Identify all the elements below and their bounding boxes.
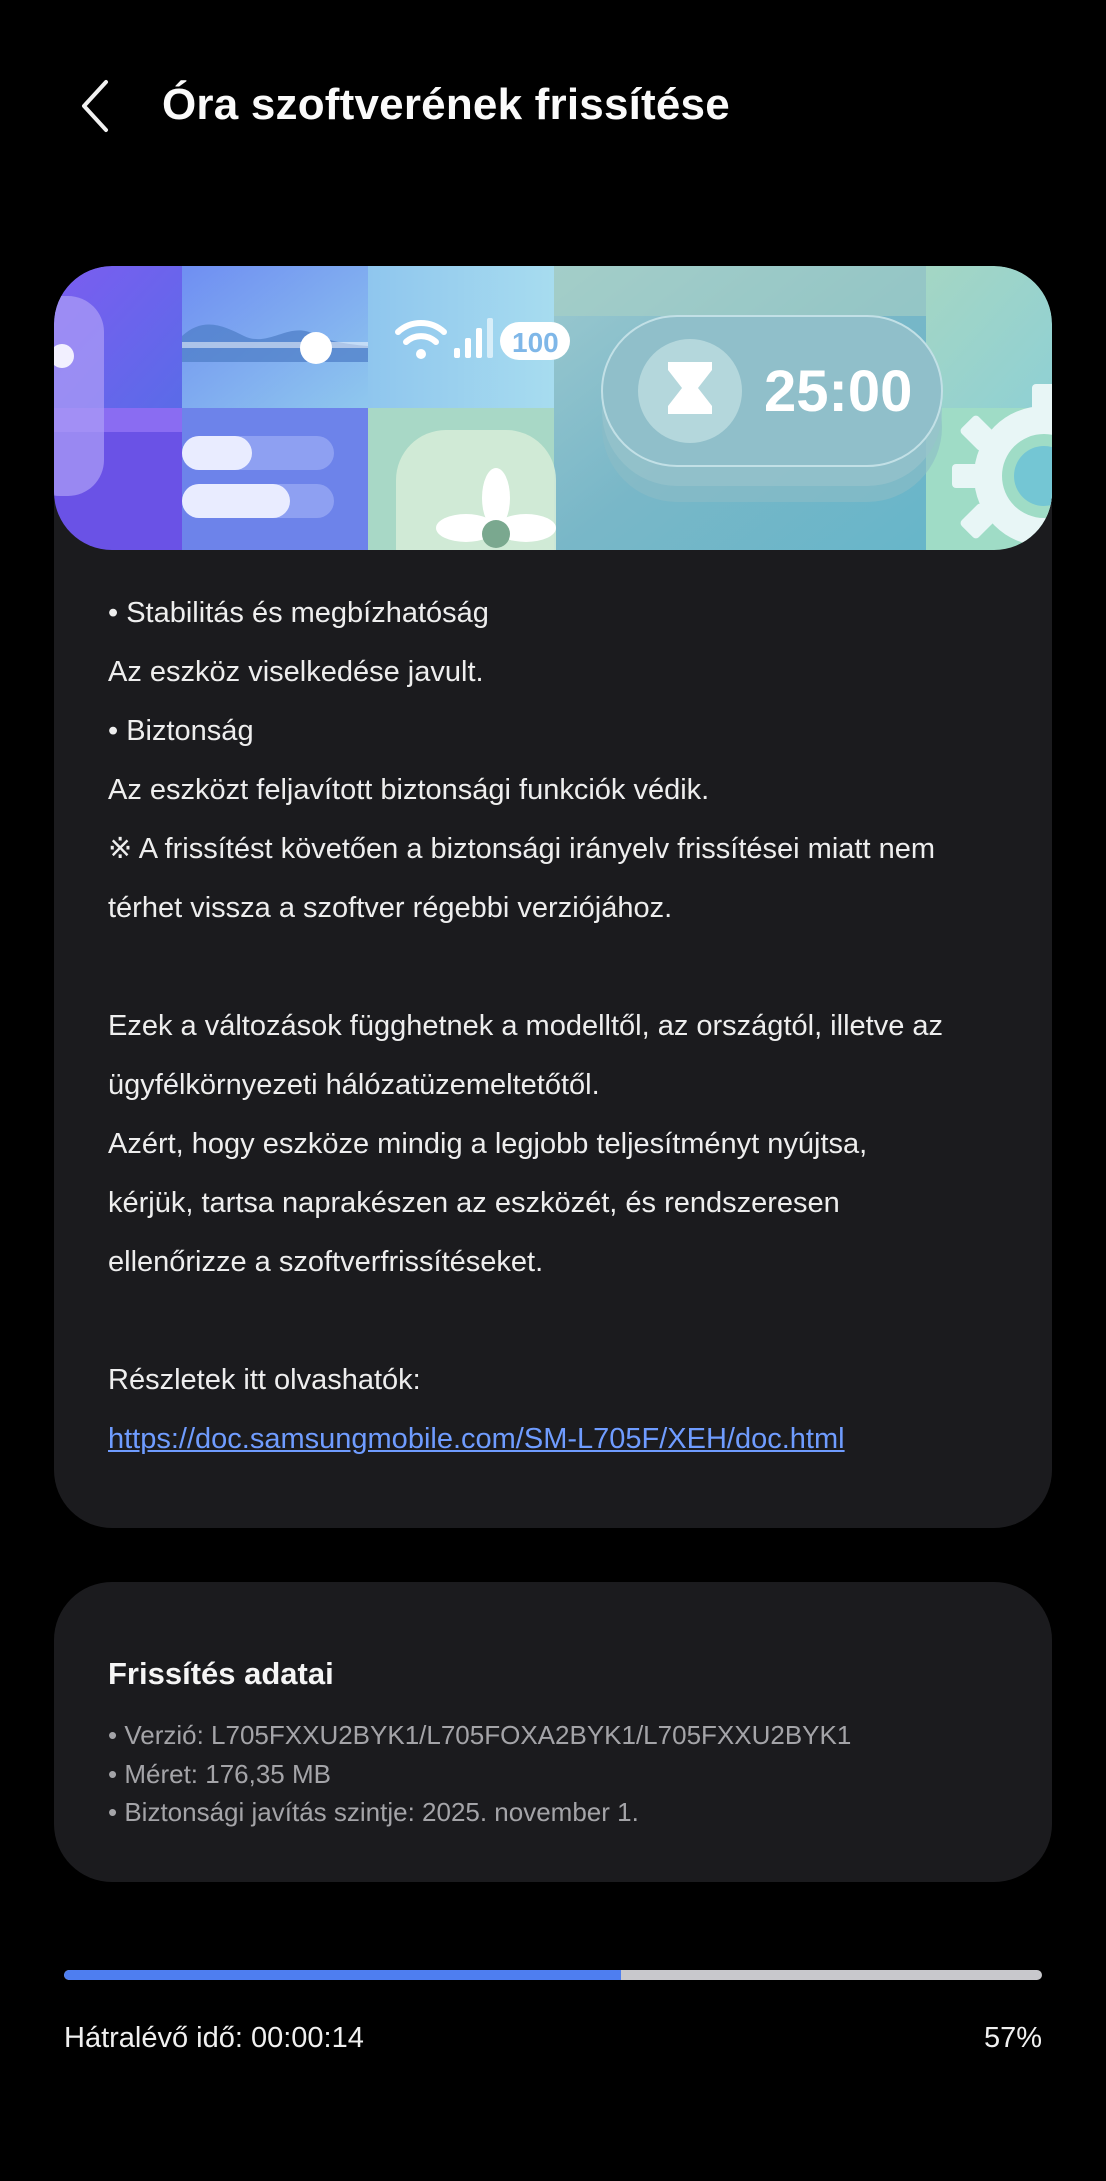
details-label: Részletek itt olvashatók: (108, 1364, 421, 1396)
note-line: kérjük, tartsa naprakészen az eszközét, és rendszeresen (108, 1187, 840, 1219)
note-line: Az eszközt feljavított biztonsági funkciók védik. (108, 774, 710, 806)
download-progress-bar (64, 1970, 1042, 1980)
page-title: Óra szoftverének frissítése (162, 80, 730, 129)
note-line: Azért, hogy eszköze mindig a legjobb teljesítményt nyújtsa, (108, 1128, 868, 1160)
security-patch-info: • Biztonsági javítás szintje: 2025. november 1. (108, 1797, 639, 1827)
download-progress-fill (64, 1970, 621, 1980)
release-notes-card (54, 266, 1052, 1528)
header (0, 0, 1106, 215)
note-line: ügyfélkörnyezeti hálózatüzemeltetőtől. (108, 1069, 600, 1101)
note-line: Az eszköz viselkedése javult. (108, 656, 484, 688)
note-line: • Biztonság (108, 715, 254, 747)
battery-text: 100 (512, 327, 559, 358)
details-link[interactable]: https://doc.samsungmobile.com/SM-L705F/XEH/doc.html (108, 1423, 845, 1455)
back-button[interactable] (68, 72, 122, 140)
note-line: térhet vissza a szoftver régebbi verziójához. (108, 892, 673, 924)
size-info: • Méret: 176,35 MB (108, 1758, 331, 1789)
note-line: Ezek a változások függhetnek a modelltől, az országtól, illetve az (108, 1010, 944, 1042)
progress-percent: 57% (983, 2022, 1042, 2054)
update-info-card (54, 1582, 1052, 1882)
time-remaining: Hátralévő idő: 00:00:14 (64, 2022, 364, 2054)
note-line: ellenőrizze a szoftverfrissítéseket. (108, 1246, 544, 1278)
note-spacer (108, 938, 1008, 997)
timer-text: 25:00 (764, 359, 913, 424)
version-info: • Verzió: L705FXXU2BYK1/L705FOXA2BYK1/L705FXXU2BYK1 (108, 1720, 852, 1750)
banner-illustration (54, 266, 1052, 550)
note-line: ※ A frissítést követően a biztonsági irányelv frissítései miatt nem (108, 833, 935, 865)
update-info-title: Frissítés adatai (108, 1656, 334, 1691)
update-info-list (108, 1716, 851, 1832)
note-spacer (108, 1292, 1008, 1351)
chevron-left-icon (78, 78, 112, 134)
release-notes (108, 584, 1008, 1469)
note-line: • Stabilitás és megbízhatóság (108, 597, 489, 629)
